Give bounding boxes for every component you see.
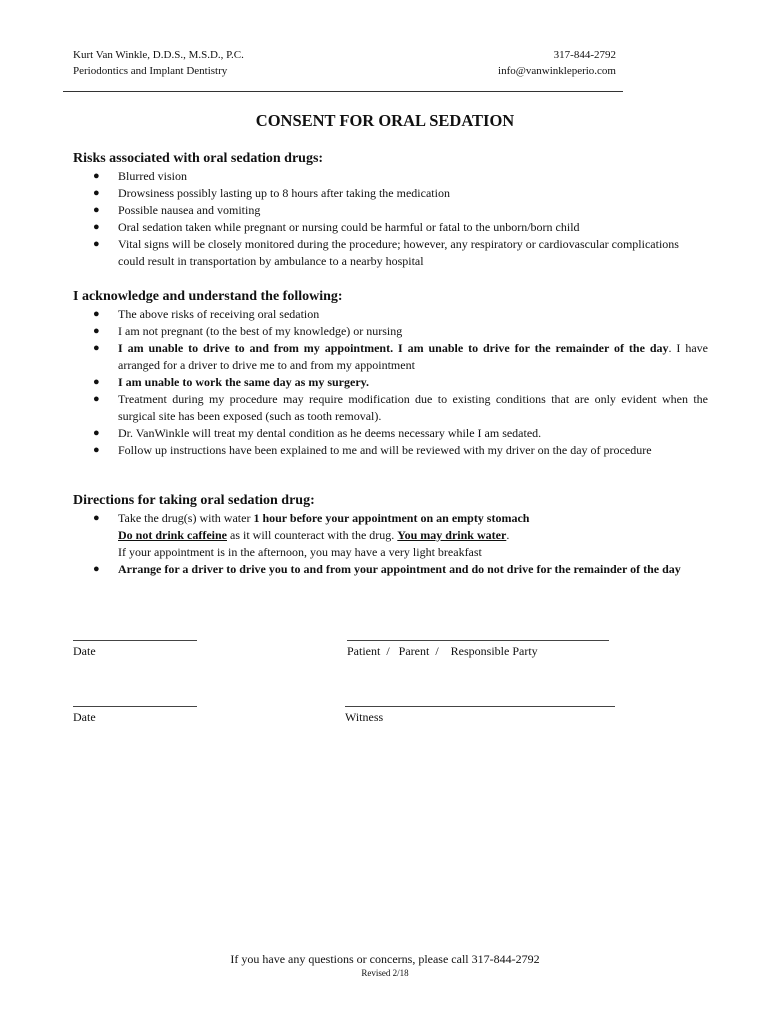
directions-section bbox=[73, 492, 708, 578]
party-signature-line[interactable] bbox=[347, 640, 609, 641]
bullet-icon: ● bbox=[93, 170, 100, 182]
bullet-icon: ● bbox=[93, 221, 100, 233]
practice-name: Kurt Van Winkle, D.D.S., M.S.D., P.C. bbox=[73, 49, 244, 61]
bullet-icon: ● bbox=[93, 308, 100, 320]
date-signature-line-1[interactable] bbox=[73, 640, 197, 641]
bullet-icon: ● bbox=[93, 325, 100, 337]
list-item: ● The above risks of receiving oral sedation bbox=[93, 307, 320, 321]
list-item: ● I am unable to drive to and from my appointment. I am unable to drive for the remainder of the day. I have arranged for a driver to drive me to and from my appointment bbox=[93, 341, 709, 372]
list-item: ● Arrange for a driver to drive you to and from your appointment and do not drive for the remainder of the day bbox=[93, 562, 681, 576]
bullet-icon: ● bbox=[93, 204, 100, 216]
directions-list bbox=[73, 510, 708, 578]
list-item: ● Treatment during my procedure may require modification due to existing conditions that are only evident when the surgical site has been exposed (such as tooth removal). bbox=[93, 392, 708, 423]
contact-info bbox=[498, 47, 616, 79]
bullet-icon: ● bbox=[93, 238, 100, 250]
list-item: ● Drowsiness possibly lasting up to 8 hours after taking the medication bbox=[93, 186, 450, 200]
footer-contact: If you have any questions or concerns, please call 317-844-2792 bbox=[230, 952, 540, 966]
party-label: Patient / Parent / Responsible Party bbox=[347, 644, 538, 658]
practice-info bbox=[73, 47, 244, 79]
date-label-2: Date bbox=[73, 710, 96, 724]
witness-signature-line[interactable] bbox=[345, 706, 615, 707]
list-item: ● Blurred vision bbox=[93, 169, 187, 183]
list-item: ● I am unable to work the same day as my surgery. bbox=[93, 375, 369, 389]
list-item: ● Dr. VanWinkle will treat my dental condition as he deems necessary while I am sedated. bbox=[93, 426, 542, 440]
list-item: ● Oral sedation taken while pregnant or nursing could be harmful or fatal to the unborn/born child bbox=[93, 220, 580, 234]
acknowledge-heading: I acknowledge and understand the following: bbox=[73, 289, 343, 304]
acknowledge-section bbox=[73, 288, 708, 459]
list-item: ● Vital signs will be closely monitored during the procedure; however, any respiratory or cardiovascular complications could result in transportation by ambulance to a nearby hospital bbox=[93, 237, 679, 268]
bullet-icon: ● bbox=[93, 512, 100, 524]
risks-heading: Risks associated with oral sedation drugs: bbox=[73, 151, 324, 166]
date-signature-line-2[interactable] bbox=[73, 706, 197, 707]
bullet-icon: ● bbox=[93, 563, 100, 575]
list-item: ● Possible nausea and vomiting bbox=[93, 203, 261, 217]
practice-phone: 317-844-2792 bbox=[553, 49, 616, 61]
date-label-1: Date bbox=[73, 644, 96, 658]
list-item: ● I am not pregnant (to the best of my knowledge) or nursing bbox=[93, 324, 403, 338]
witness-label: Witness bbox=[345, 710, 384, 724]
practice-email: info@vanwinkleperio.com bbox=[498, 65, 616, 77]
risks-section bbox=[73, 150, 708, 270]
bullet-icon: ● bbox=[93, 444, 100, 456]
bullet-icon: ● bbox=[93, 376, 100, 388]
acknowledge-list bbox=[73, 306, 708, 459]
bullet-icon: ● bbox=[93, 427, 100, 439]
list-item: ● Take the drug(s) with water 1 hour before your appointment on an empty stomach Do not drink caffeine as it will counteract with the drug. You may drink water. If your appointment is in the afternoon, you may have a very light breakfast bbox=[93, 511, 530, 559]
directions-heading: Directions for taking oral sedation drug: bbox=[73, 493, 315, 508]
page-title: CONSENT FOR ORAL SEDATION bbox=[255, 111, 515, 130]
list-item: ● Follow up instructions have been explained to me and will be reviewed with my driver on the day of procedure bbox=[93, 443, 652, 457]
practice-specialty: Periodontics and Implant Dentistry bbox=[73, 65, 228, 77]
header-divider bbox=[63, 91, 623, 92]
footer-revised: Revised 2/18 bbox=[361, 968, 409, 978]
bullet-icon: ● bbox=[93, 342, 100, 354]
bullet-icon: ● bbox=[93, 393, 100, 405]
risks-list bbox=[73, 168, 708, 270]
bullet-icon: ● bbox=[93, 187, 100, 199]
